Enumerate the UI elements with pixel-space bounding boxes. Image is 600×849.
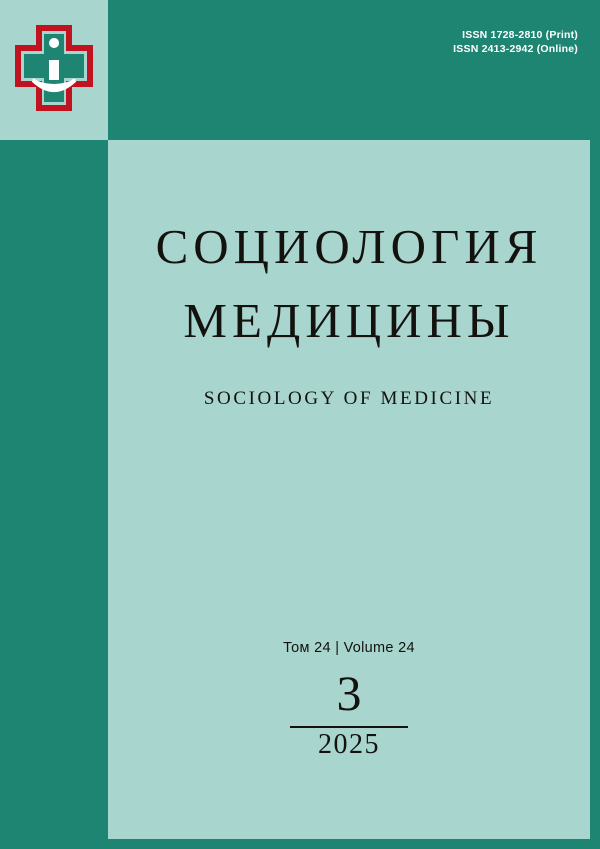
cover-right-band bbox=[590, 0, 600, 849]
issn-print: ISSN 1728-2810 (Print) bbox=[462, 29, 578, 41]
journal-title-en: SOCIOLOGY OF MEDICINE bbox=[203, 388, 495, 409]
cover-content bbox=[108, 140, 590, 839]
issue-number: 3 bbox=[336, 665, 362, 721]
issn-block bbox=[453, 28, 578, 56]
volume-label: Том 24 | Volume 24 bbox=[283, 640, 415, 656]
journal-logo bbox=[0, 0, 108, 140]
medical-cross-logo-icon bbox=[11, 22, 97, 118]
journal-title-ru-line2: МЕДИЦИНЫ bbox=[183, 293, 515, 348]
issn-online: ISSN 2413-2942 (Online) bbox=[453, 43, 578, 55]
issue-divider bbox=[290, 726, 408, 728]
journal-title-ru-line1: СОЦИОЛОГИЯ bbox=[155, 219, 543, 274]
cover-bottom-band bbox=[0, 839, 600, 849]
issue-year: 2025 bbox=[318, 729, 380, 760]
